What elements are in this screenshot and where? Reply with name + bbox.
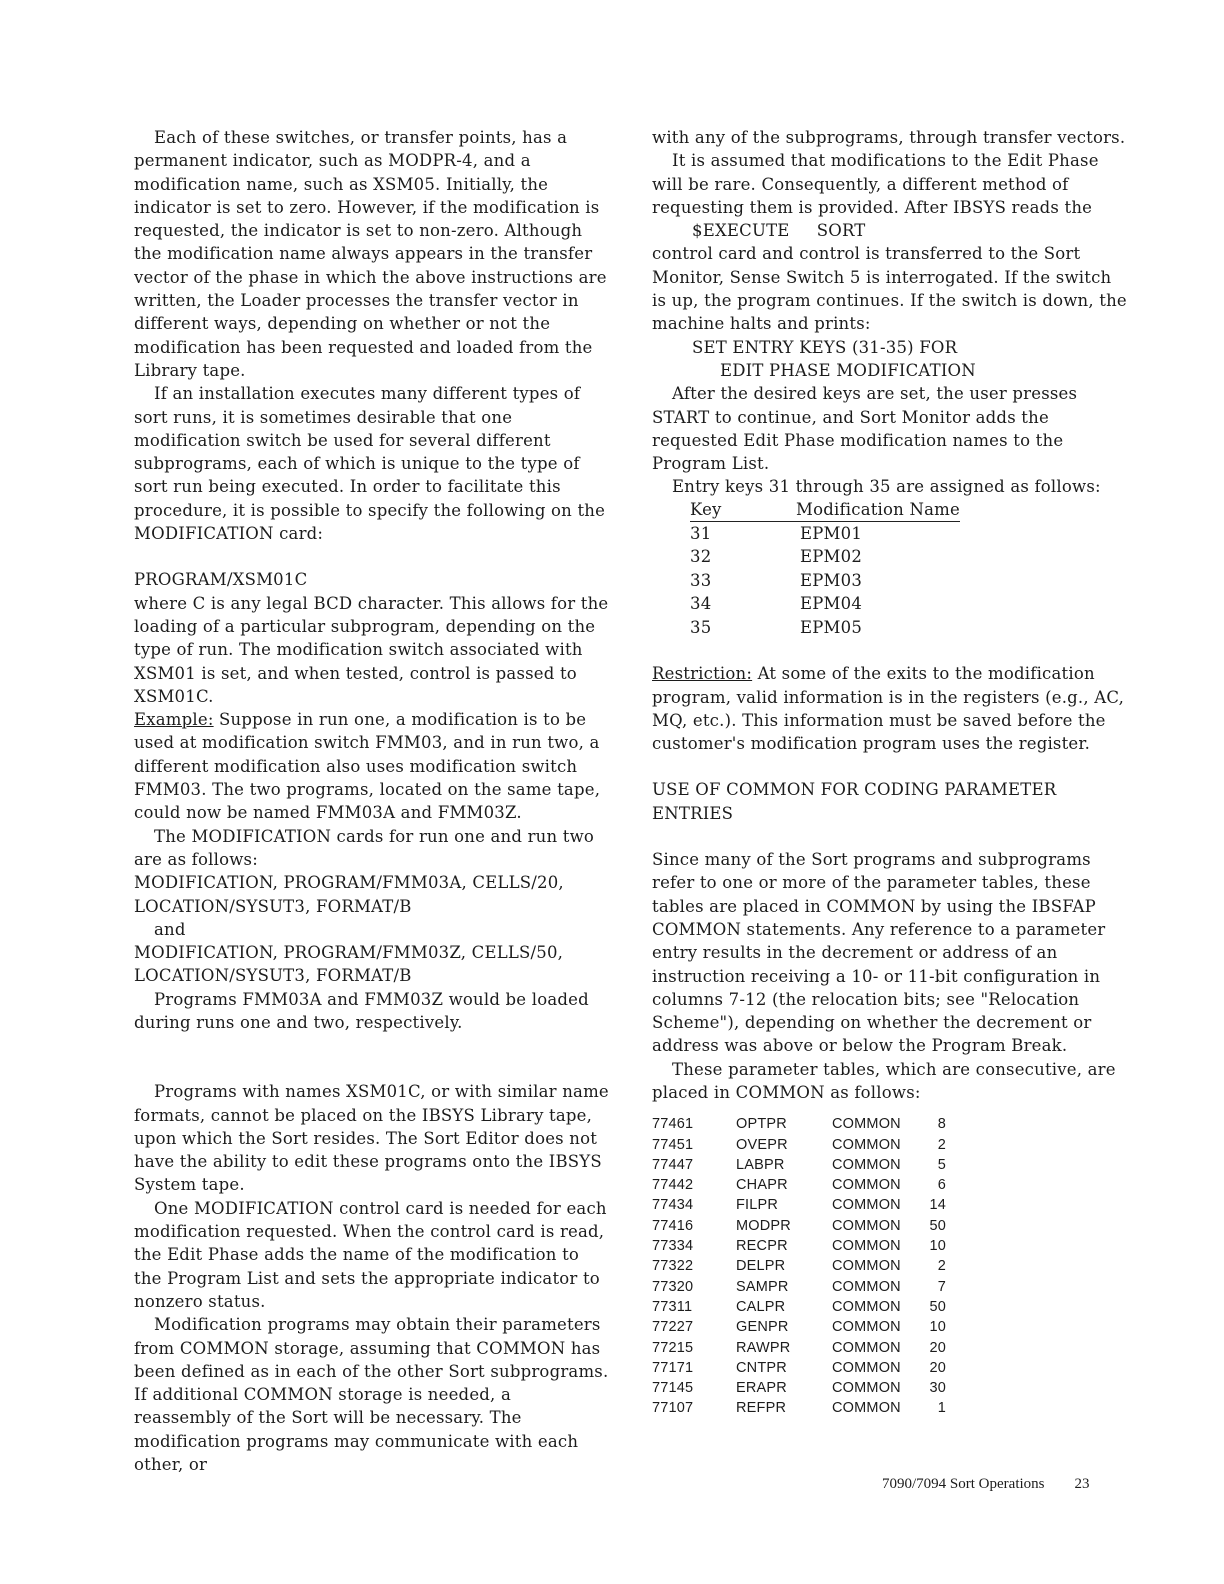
table-size: 2: [937, 1136, 946, 1153]
key-number: 35: [690, 617, 712, 637]
common-address: 77322: [652, 1258, 694, 1275]
table-size: 10: [929, 1319, 946, 1336]
table-size: 7: [937, 1278, 946, 1295]
common-address: 77334: [652, 1238, 694, 1255]
common-address: 77442: [652, 1177, 694, 1194]
footer-title: 7090/7094 Sort Operations: [882, 1476, 1045, 1492]
parameter-table-name: OPTPR: [736, 1116, 787, 1133]
common-label: COMMON: [832, 1156, 901, 1173]
parameter-table-name: RECPR: [736, 1238, 788, 1255]
parameter-table-name: DELPR: [736, 1258, 786, 1275]
left-column: [134, 126, 612, 1476]
card-line: LOCATION/SYSUT3, FORMAT/B: [134, 966, 412, 986]
common-label: COMMON: [832, 1136, 901, 1153]
execute-line: $EXECUTE SORT: [692, 221, 866, 241]
common-address: 77461: [652, 1116, 694, 1133]
table-size: 6: [937, 1177, 946, 1194]
common-label: COMMON: [832, 1258, 901, 1275]
modification-name: EPM04: [800, 594, 863, 614]
modification-name: EPM01: [800, 523, 863, 543]
common-row: [652, 1317, 946, 1337]
parameter-table-name: RAWPR: [736, 1339, 791, 1356]
common-row: [652, 1297, 946, 1317]
common-address: 77171: [652, 1359, 694, 1376]
common-label: COMMON: [832, 1319, 901, 1336]
parameter-table-name: MODPR: [736, 1217, 791, 1234]
modification-name: EPM02: [800, 547, 863, 567]
paragraph: Programs with names XSM01C, or with similar name formats, cannot be placed on the IBSYS Library tape, upon which the Sort resides. The Sort Editor does not have the ability to edit these programs onto the IBSYS System tape.: [134, 1082, 609, 1195]
entry-keys-table: [690, 499, 960, 640]
key-number: 31: [690, 523, 712, 543]
paragraph: Programs FMM03A and FMM03Z would be loaded during runs one and two, respectively.: [134, 989, 589, 1032]
parameter-table-name: FILPR: [736, 1197, 779, 1214]
common-row: [652, 1195, 946, 1215]
card-line: MODIFICATION, PROGRAM/FMM03A, CELLS/20,: [134, 873, 564, 893]
parameter-table-name: CALPR: [736, 1298, 786, 1315]
paragraph: Modification programs may obtain their parameters from COMMON storage, assuming that COMMON has been defined as in each of the other Sort subprograms. If additional COMMON storage is needed, a reassembly of the Sort will be necessary. The modification programs may communicate with each other, or: [134, 1315, 609, 1475]
key-row: [690, 545, 960, 569]
common-row: [652, 1256, 946, 1276]
parameter-table-name: CHAPR: [736, 1177, 788, 1194]
paragraph: It is assumed that modifications to the Edit Phase will be rare. Consequently, a different method of requesting them is provided. After IBSYS reads the: [652, 151, 1099, 217]
and-line: and: [154, 919, 186, 939]
common-label: COMMON: [832, 1116, 901, 1133]
parameter-table-name: LABPR: [736, 1156, 785, 1173]
key-row: [690, 569, 960, 593]
common-address: 77451: [652, 1136, 694, 1153]
common-label: COMMON: [832, 1298, 901, 1315]
common-address: 77107: [652, 1400, 694, 1417]
common-address: 77311: [652, 1298, 693, 1315]
table-size: 2: [937, 1258, 946, 1275]
restriction-paragraph: [652, 662, 1127, 755]
paragraph: Each of these switches, or transfer points, has a permanent indicator, such as MODPR-4, and a modification name, such as XSM05. Initially, the indicator is set to zero. However, if the modification is requested, the indicator is set to non-zero. Although the modification name always appears in the transfer vector of the phase in which the above instructions are written, the Loader processes the transfer vector in different ways, depending on whether or not the modification has been requested and loaded from the Library tape.: [134, 128, 607, 380]
common-address: 77320: [652, 1278, 694, 1295]
common-row: [652, 1358, 946, 1378]
table-size: 20: [929, 1339, 946, 1356]
halt-message-line: SET ENTRY KEYS (31-35) FOR: [692, 337, 958, 357]
common-address: 77227: [652, 1319, 694, 1336]
common-row: [652, 1277, 946, 1297]
modification-name: EPM05: [800, 617, 863, 637]
paragraph: One MODIFICATION control card is needed for each modification requested. When the control card is read, the Edit Phase adds the name of the modification to the Program List and sets the appropriate indicator to nonzero status.: [134, 1198, 607, 1311]
parameter-table-name: SAMPR: [736, 1278, 789, 1295]
common-address: 77416: [652, 1217, 694, 1234]
parameter-table-name: GENPR: [736, 1319, 789, 1336]
key-row: [690, 592, 960, 616]
table-size: 8: [937, 1116, 946, 1133]
common-label: COMMON: [832, 1339, 901, 1356]
modification-name: EPM03: [800, 570, 863, 590]
table-size: 14: [929, 1197, 946, 1214]
paragraph: After the desired keys are set, the user presses START to continue, and Sort Monitor adds the requested Edit Phase modification names to the Program List.: [652, 384, 1078, 474]
example-label: Example:: [134, 710, 214, 730]
parameter-table-name: ERAPR: [736, 1380, 787, 1397]
common-label: COMMON: [832, 1238, 901, 1255]
right-column: [652, 126, 1127, 1419]
key-header: Key: [690, 499, 770, 522]
halt-message-line: EDIT PHASE MODIFICATION: [720, 360, 976, 380]
common-row: [652, 1114, 946, 1134]
parameter-table-name: OVEPR: [736, 1136, 788, 1153]
table-size: 50: [929, 1217, 946, 1234]
parameter-table-name: REFPR: [736, 1400, 787, 1417]
paragraph: Entry keys 31 through 35 are assigned as follows:: [672, 477, 1101, 497]
table-size: 10: [929, 1238, 946, 1255]
common-label: COMMON: [832, 1177, 901, 1194]
page-footer: [882, 1476, 1090, 1493]
common-label: COMMON: [832, 1380, 901, 1397]
card-line: LOCATION/SYSUT3, FORMAT/B: [134, 896, 412, 916]
modification-name-header: Modification Name: [770, 499, 960, 522]
common-row: [652, 1175, 946, 1195]
common-label: COMMON: [832, 1197, 901, 1214]
common-row: [652, 1155, 946, 1175]
paragraph: control card and control is transferred to the Sort Monitor, Sense Switch 5 is interrogated. If the switch is up, the program continues. If the switch is down, the machine halts and prints:: [652, 244, 1127, 334]
common-row: [652, 1338, 946, 1358]
example-text: Suppose in run one, a modification is to be used at modification switch FMM03, and in run two, a different modification also uses modification switch FMM03. The two programs, located on the same tape, could now be named FMM03A and FMM03Z.: [134, 710, 601, 823]
table-size: 50: [929, 1298, 946, 1315]
common-row: [652, 1236, 946, 1256]
page-number: 23: [1074, 1476, 1090, 1492]
example-paragraph: [134, 708, 612, 824]
paragraph: If an installation executes many different types of sort runs, it is sometimes desirable that one modification switch be used for several different subprograms, each of which is unique to the type of sort run being executed. In order to facilitate this procedure, it is possible to specify the following on the MODIFICATION card:: [134, 384, 606, 544]
paragraph: The MODIFICATION cards for run one and run two are as follows:: [134, 826, 595, 869]
paragraph: where C is any legal BCD character. This allows for the loading of a particular subprogram, depending on the type of run. The modification switch associated with XSM01 is set, and when tested, control is passed to XSM01C.: [134, 593, 609, 706]
common-address: 77434: [652, 1197, 694, 1214]
restriction-label: Restriction:: [652, 664, 753, 684]
table-size: 5: [937, 1156, 946, 1173]
table-size: 30: [929, 1380, 946, 1397]
key-row: [690, 616, 960, 640]
common-row: [652, 1216, 946, 1236]
common-label: COMMON: [832, 1359, 901, 1376]
card-line: MODIFICATION, PROGRAM/FMM03Z, CELLS/50,: [134, 943, 564, 963]
common-address: 77215: [652, 1339, 694, 1356]
parameter-table-name: CNTPR: [736, 1359, 787, 1376]
table-size: 20: [929, 1359, 946, 1376]
key-number: 34: [690, 594, 712, 614]
common-label: COMMON: [832, 1400, 901, 1417]
paragraph: Since many of the Sort programs and subprograms refer to one or more of the parameter tables, these tables are placed in COMMON by using the IBSFAP COMMON statements. Any reference to a parameter entry results in the decrement or address of an instruction receiving a 10- or 11-bit configuration in columns 7-12 (the relocation bits; see "Relocation Scheme"), depending on whether the decrement or address was above or below the Program Break.: [652, 850, 1106, 1056]
common-label: COMMON: [832, 1278, 901, 1295]
section-heading: USE OF COMMON FOR CODING PARAMETER ENTRIES: [652, 780, 1057, 823]
common-address: 77145: [652, 1380, 694, 1397]
restriction-text: At some of the exits to the modification program, valid information is in the registers (e.g., AC, MQ, etc.). This information must be saved before the customer's modification program uses the register.: [652, 664, 1125, 754]
table-size: 1: [937, 1400, 946, 1417]
common-parameter-table: [652, 1114, 946, 1418]
paragraph: with any of the subprograms, through transfer vectors.: [652, 128, 1126, 147]
common-row: [652, 1398, 946, 1418]
program-line: PROGRAM/XSM01C: [134, 570, 308, 590]
common-address: 77447: [652, 1156, 694, 1173]
common-label: COMMON: [832, 1217, 901, 1234]
key-number: 32: [690, 547, 712, 567]
key-number: 33: [690, 570, 712, 590]
common-row: [652, 1378, 946, 1398]
paragraph: These parameter tables, which are consecutive, are placed in COMMON as follows:: [652, 1059, 1116, 1102]
common-row: [652, 1135, 946, 1155]
key-row: [690, 521, 960, 545]
